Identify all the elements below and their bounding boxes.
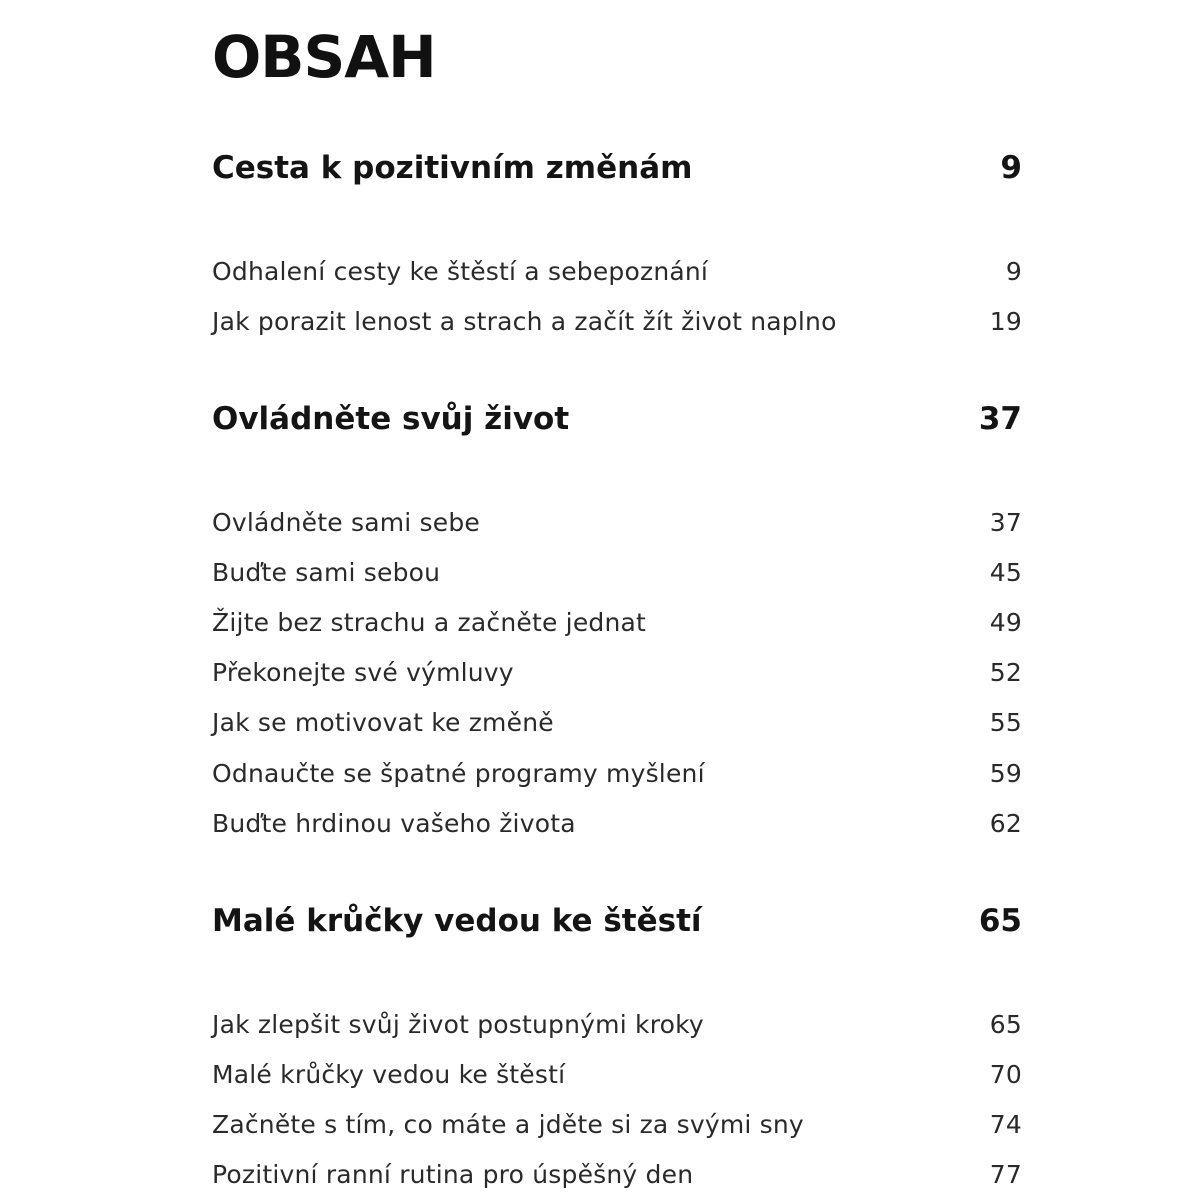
entry-title: Buďte sami sebou	[212, 558, 441, 587]
section-title: Cesta k pozitivním změnám	[212, 150, 693, 186]
section-page-number: 65	[978, 903, 1022, 939]
entry-title: Jak porazit lenost a strach a začít žít život naplno	[212, 307, 837, 336]
entry-page-number: 37	[989, 508, 1022, 537]
toc-entry[interactable]	[212, 508, 1022, 537]
entry-page-number: 70	[989, 1060, 1022, 1089]
toc-title: OBSAH	[212, 23, 436, 91]
section-page-number: 9	[1000, 150, 1022, 186]
toc-section-heading[interactable]	[212, 150, 1022, 186]
toc-entry[interactable]	[212, 1110, 1022, 1139]
toc-entry[interactable]	[212, 759, 1022, 788]
section-title: Malé krůčky vedou ke štěstí	[212, 903, 702, 939]
entry-title: Jak se motivovat ke změně	[212, 708, 554, 737]
entry-page-number: 52	[989, 658, 1022, 687]
toc-entry[interactable]	[212, 1060, 1022, 1089]
entry-page-number: 62	[989, 809, 1022, 838]
toc-entry[interactable]	[212, 658, 1022, 687]
entry-page-number: 19	[989, 307, 1022, 336]
entry-page-number: 77	[989, 1160, 1022, 1189]
toc-entry[interactable]	[212, 257, 1022, 286]
entry-title: Jak zlepšit svůj život postupnými kroky	[212, 1010, 704, 1039]
toc-entry[interactable]	[212, 307, 1022, 336]
entry-title: Ovládněte sami sebe	[212, 508, 481, 537]
entry-title: Žijte bez strachu a začněte jednat	[212, 608, 647, 637]
section-title: Ovládněte svůj život	[212, 401, 570, 437]
entry-title: Pozitivní ranní rutina pro úspěšný den	[212, 1160, 694, 1189]
entry-title: Buďte hrdinou vašeho života	[212, 809, 576, 838]
toc-entry[interactable]	[212, 708, 1022, 737]
toc-entry[interactable]	[212, 809, 1022, 838]
entry-title: Překonejte své výmluvy	[212, 658, 514, 687]
toc-entry[interactable]	[212, 558, 1022, 587]
toc-section-heading[interactable]	[212, 401, 1022, 437]
toc-entry[interactable]	[212, 608, 1022, 637]
entry-page-number: 65	[989, 1010, 1022, 1039]
entry-page-number: 49	[989, 608, 1022, 637]
toc-page	[212, 0, 1022, 1200]
entry-page-number: 9	[1005, 257, 1022, 286]
toc-entry[interactable]	[212, 1010, 1022, 1039]
entry-page-number: 74	[989, 1110, 1022, 1139]
entry-page-number: 59	[989, 759, 1022, 788]
entry-title: Začněte s tím, co máte a jděte si za svými sny	[212, 1110, 804, 1139]
entry-title: Odnaučte se špatné programy myšlení	[212, 759, 705, 788]
entry-page-number: 55	[989, 708, 1022, 737]
entry-page-number: 45	[989, 558, 1022, 587]
section-page-number: 37	[978, 401, 1022, 437]
toc-section-heading[interactable]	[212, 903, 1022, 939]
entry-title: Odhalení cesty ke štěstí a sebepoznání	[212, 257, 709, 286]
entry-title: Malé krůčky vedou ke štěstí	[212, 1060, 566, 1089]
toc-entry[interactable]	[212, 1160, 1022, 1189]
